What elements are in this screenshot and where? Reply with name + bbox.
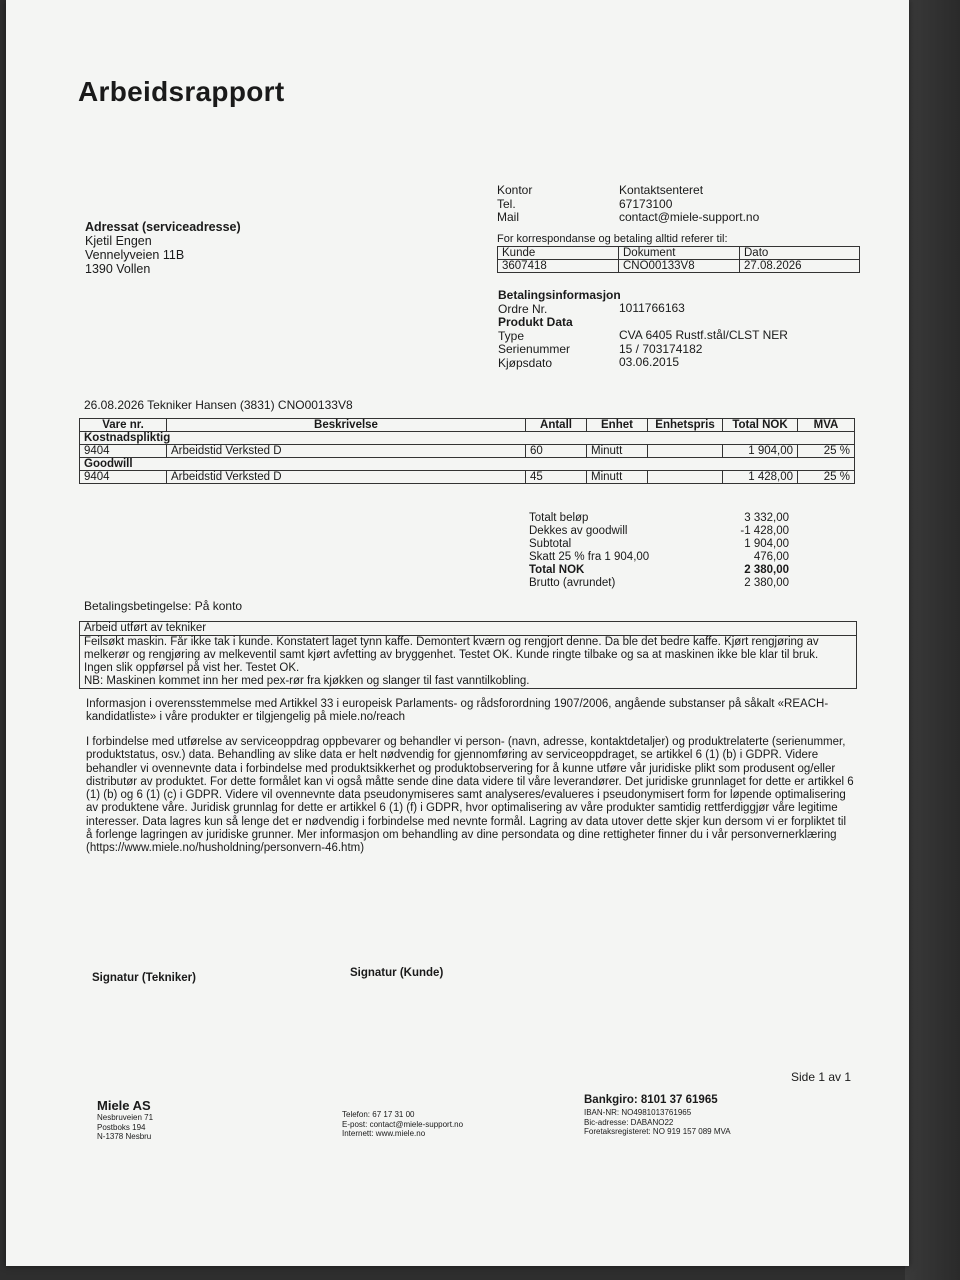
total-value: 2 380,00 <box>744 577 789 589</box>
work-line: melkerør og rengjøring av melkeventil samt kjørt avfetting av bryggenhet. Testet OK. Kunde ringte tilbake og sa at maskinen ikke ble klar til bruk. <box>84 649 819 661</box>
totals-block <box>529 512 789 590</box>
work-line: NB: Maskinen kommet inn her med pex-rør fra kjøkken og slanger til fast vanntilkobling. <box>84 675 530 687</box>
address-heading: Adressat (serviceadresse) <box>85 220 241 234</box>
table-row <box>80 445 855 458</box>
payment-terms: Betalingsbetingelse: På konto <box>84 599 243 613</box>
footer-contact-line: Internett: www.miele.no <box>342 1129 426 1138</box>
item-total: 1 428,00 <box>723 471 798 484</box>
total-row <box>529 577 789 590</box>
item-quantity: 60 <box>526 445 587 458</box>
item-description: Arbeidstid Verksted D <box>167 445 526 458</box>
address-name: Kjetil Engen <box>85 234 152 248</box>
total-row <box>529 512 789 525</box>
document-page <box>6 0 909 1266</box>
col-description: Beskrivelse <box>167 419 526 432</box>
footer-bank-line: Bic-adresse: DABANO22 <box>584 1117 674 1127</box>
type-label: Type <box>498 328 525 343</box>
background-surface <box>905 0 960 1280</box>
contact-value-mail: contact@miele-support.no <box>619 210 760 224</box>
col-quantity: Antall <box>526 419 587 432</box>
total-value: 476,00 <box>753 551 789 563</box>
total-row <box>529 538 789 551</box>
total-label: Totalt beløp <box>529 512 589 524</box>
reach-paragraph <box>86 698 866 725</box>
total-label: Subtotal <box>529 538 572 550</box>
order-label: Ordre Nr. <box>498 301 548 316</box>
payment-heading: Betalingsinformasjon <box>498 288 621 302</box>
col-vat: MVA <box>798 419 855 432</box>
address-street: Vennelyveien 11B <box>85 248 185 262</box>
gdpr-line: av produktene våre. Juridisk grunnlag for dette er artikkel 6 (1) (f) i GDPR, hvor optimalisering av våre produkter samtidig rettferdiggjør våre legitime <box>86 802 838 815</box>
ref-value-customer: 3607418 <box>498 260 619 273</box>
footer-contact-line: E-post: contact@miele-support.no <box>342 1119 464 1129</box>
item-total: 1 904,00 <box>723 445 798 458</box>
footer-company <box>97 1098 153 1142</box>
items-header-row <box>80 419 855 432</box>
col-total: Total NOK <box>723 419 798 432</box>
item-vat: 25 % <box>798 445 855 458</box>
gdpr-line: interesser. Data lagres kun så lenge det er nødvendig i forbindelse med nevnte formål. Lagring av data utover dette skjer kun dersom vi er forpliktet til <box>86 815 847 828</box>
work-line: Ingen slik oppførsel på vist her. Testet OK. <box>84 662 300 674</box>
col-item-no: Vare nr. <box>80 419 167 432</box>
order-value: 1011766163 <box>619 301 685 315</box>
item-vat: 25 % <box>798 471 855 484</box>
item-unit: Minutt <box>587 471 648 484</box>
total-label: Total NOK <box>529 564 585 576</box>
contact-label-phone: Tel. <box>497 196 516 211</box>
payment-values <box>619 302 788 370</box>
purchase-date-label: Kjøpsdato <box>498 355 553 370</box>
total-row <box>529 551 789 564</box>
address-block <box>85 220 241 276</box>
document-title: Arbeidsrapport <box>78 76 285 107</box>
reference-note: For korrespondanse og betaling alltid referer til: <box>497 233 728 245</box>
gdpr-line: behandler vi ovennevnte data i forbindelse med produktsikkerhet og produktobservering for å kunne utføre vår juridiske plikt som produsent og/eller <box>86 762 836 775</box>
footer-address-line: Nesbruveien 71 <box>97 1113 154 1122</box>
footer-bank-line: Foretaksregisteret: NO 919 157 089 MVA <box>584 1127 731 1136</box>
work-performed-box <box>79 621 857 689</box>
group-label: Kostnadspliktig <box>80 432 855 445</box>
col-unit: Enhet <box>587 419 648 432</box>
item-no: 9404 <box>80 471 167 484</box>
address-city: 1390 Vollen <box>85 262 151 276</box>
item-unit-price <box>648 445 723 458</box>
total-row <box>529 525 789 538</box>
contact-values <box>619 184 759 225</box>
gdpr-line: å forlenge lagringen av juridiske grunner. Mer informasjon om behandling av dine persondata og dine rettigheter finner du i vår personvernerklæring <box>86 829 837 842</box>
items-table <box>79 418 855 484</box>
gdpr-line: (1) (b) og 6 (1) (c) i GDPR. Videre vil ovennevnte data pseudonymiseres samt analyseres/evalueres i pseudonymisert form for løpende optimalisering <box>86 789 846 802</box>
serial-value: 15 / 703174182 <box>619 341 703 356</box>
total-value: -1 428,00 <box>740 525 789 537</box>
gdpr-paragraph <box>86 736 866 856</box>
reach-line: kandidatliste» i våre produkter er tilgjengelig på miele.no/reach <box>86 711 405 724</box>
contact-label-mail: Mail <box>497 210 520 224</box>
footer-address-line: N-1378 Nesbru <box>97 1132 152 1141</box>
gdpr-line: I forbindelse med utførelse av serviceoppdrag oppbevarer og behandler vi person- (navn, adresse, kontaktdetaljer) og produktrelaterte (serienummer, <box>86 736 846 748</box>
total-label: Dekkes av goodwill <box>529 525 628 537</box>
ref-header-date: Dato <box>740 247 860 260</box>
gdpr-line: (https://www.miele.no/husholdning/personvern-46.htm) <box>86 842 365 855</box>
total-label: Skatt 25 % fra 1 904,00 <box>529 551 650 563</box>
footer-company-name: Miele AS <box>97 1098 151 1113</box>
footer-bankgiro: Bankgiro: 8101 37 61965 <box>584 1094 718 1106</box>
item-quantity: 45 <box>526 471 587 484</box>
contact-labels <box>497 184 532 225</box>
total-value: 3 332,00 <box>744 512 789 524</box>
contact-value-phone: 67173100 <box>619 196 673 211</box>
reference-table <box>497 246 860 273</box>
total-value: 1 904,00 <box>744 538 789 550</box>
gdpr-line: produktstatus, osv.) data. Behandling av slike data er helt nødvendig for gjennomføring av serviceoppdraget, se artikkel 6 (1) (b) i GDPR. Videre <box>86 749 819 762</box>
type-value: CVA 6405 Rustf.stål/CLST NER <box>619 328 788 342</box>
signature-technician: Signatur (Tekniker) <box>92 972 196 984</box>
col-unit-price: Enhetspris <box>648 419 723 432</box>
item-unit: Minutt <box>587 445 648 458</box>
group-row <box>80 458 855 471</box>
purchase-date-value: 03.06.2015 <box>619 355 680 369</box>
footer-address-line: Postboks 194 <box>97 1122 146 1132</box>
group-row <box>80 432 855 445</box>
group-label: Goodwill <box>80 458 855 471</box>
footer-bank-line: IBAN-NR: NO4981013761965 <box>584 1108 692 1117</box>
signature-customer: Signatur (Kunde) <box>350 967 444 979</box>
ref-header-customer: Kunde <box>498 247 619 260</box>
item-no: 9404 <box>80 445 167 458</box>
reach-line: Informasjon i overensstemmelse med Artikkel 33 i europeisk Parlaments- og rådsforordning 1907/2006, angående substanser på såkalt «REACH- <box>86 698 829 710</box>
item-unit-price <box>648 471 723 484</box>
item-description: Arbeidstid Verksted D <box>167 471 526 484</box>
total-row <box>529 564 789 577</box>
footer-bank <box>584 1093 731 1137</box>
footer-contact <box>342 1110 463 1139</box>
contact-label-office: Kontor <box>497 183 533 197</box>
footer-contact-line: Telefon: 67 17 31 00 <box>342 1110 415 1119</box>
page-number: Side 1 av 1 <box>791 1070 852 1084</box>
total-value: 2 380,00 <box>744 564 789 576</box>
total-label: Brutto (avrundet) <box>529 577 616 589</box>
work-heading: Arbeid utført av tekniker <box>80 622 856 636</box>
ref-value-document: CNO00133V8 <box>619 260 740 273</box>
ref-value-date: 27.08.2026 <box>740 260 860 273</box>
work-line: Feilsøkt maskin. Får ikke tak i kunde. Konstatert laget tynn kaffe. Demontert kværn og rengjort denne. Da ble det bedre kaffe. Kjørt rengjøring av <box>84 636 819 648</box>
technician-line: 26.08.2026 Tekniker Hansen (3831) CNO00133V8 <box>84 398 353 412</box>
ref-header-document: Dokument <box>619 247 740 260</box>
payment-labels <box>498 289 621 370</box>
serial-label: Serienummer <box>498 342 571 356</box>
table-row <box>80 471 855 484</box>
product-heading: Produkt Data <box>498 315 573 329</box>
gdpr-line: distributør av produktet. For dette formålet kan vi også måtte sende dine data videre til våre leverandører. Det juridiske grunnlaget for dette er artikkel 6 <box>86 775 854 788</box>
contact-value-office: Kontaktsenteret <box>619 183 704 197</box>
